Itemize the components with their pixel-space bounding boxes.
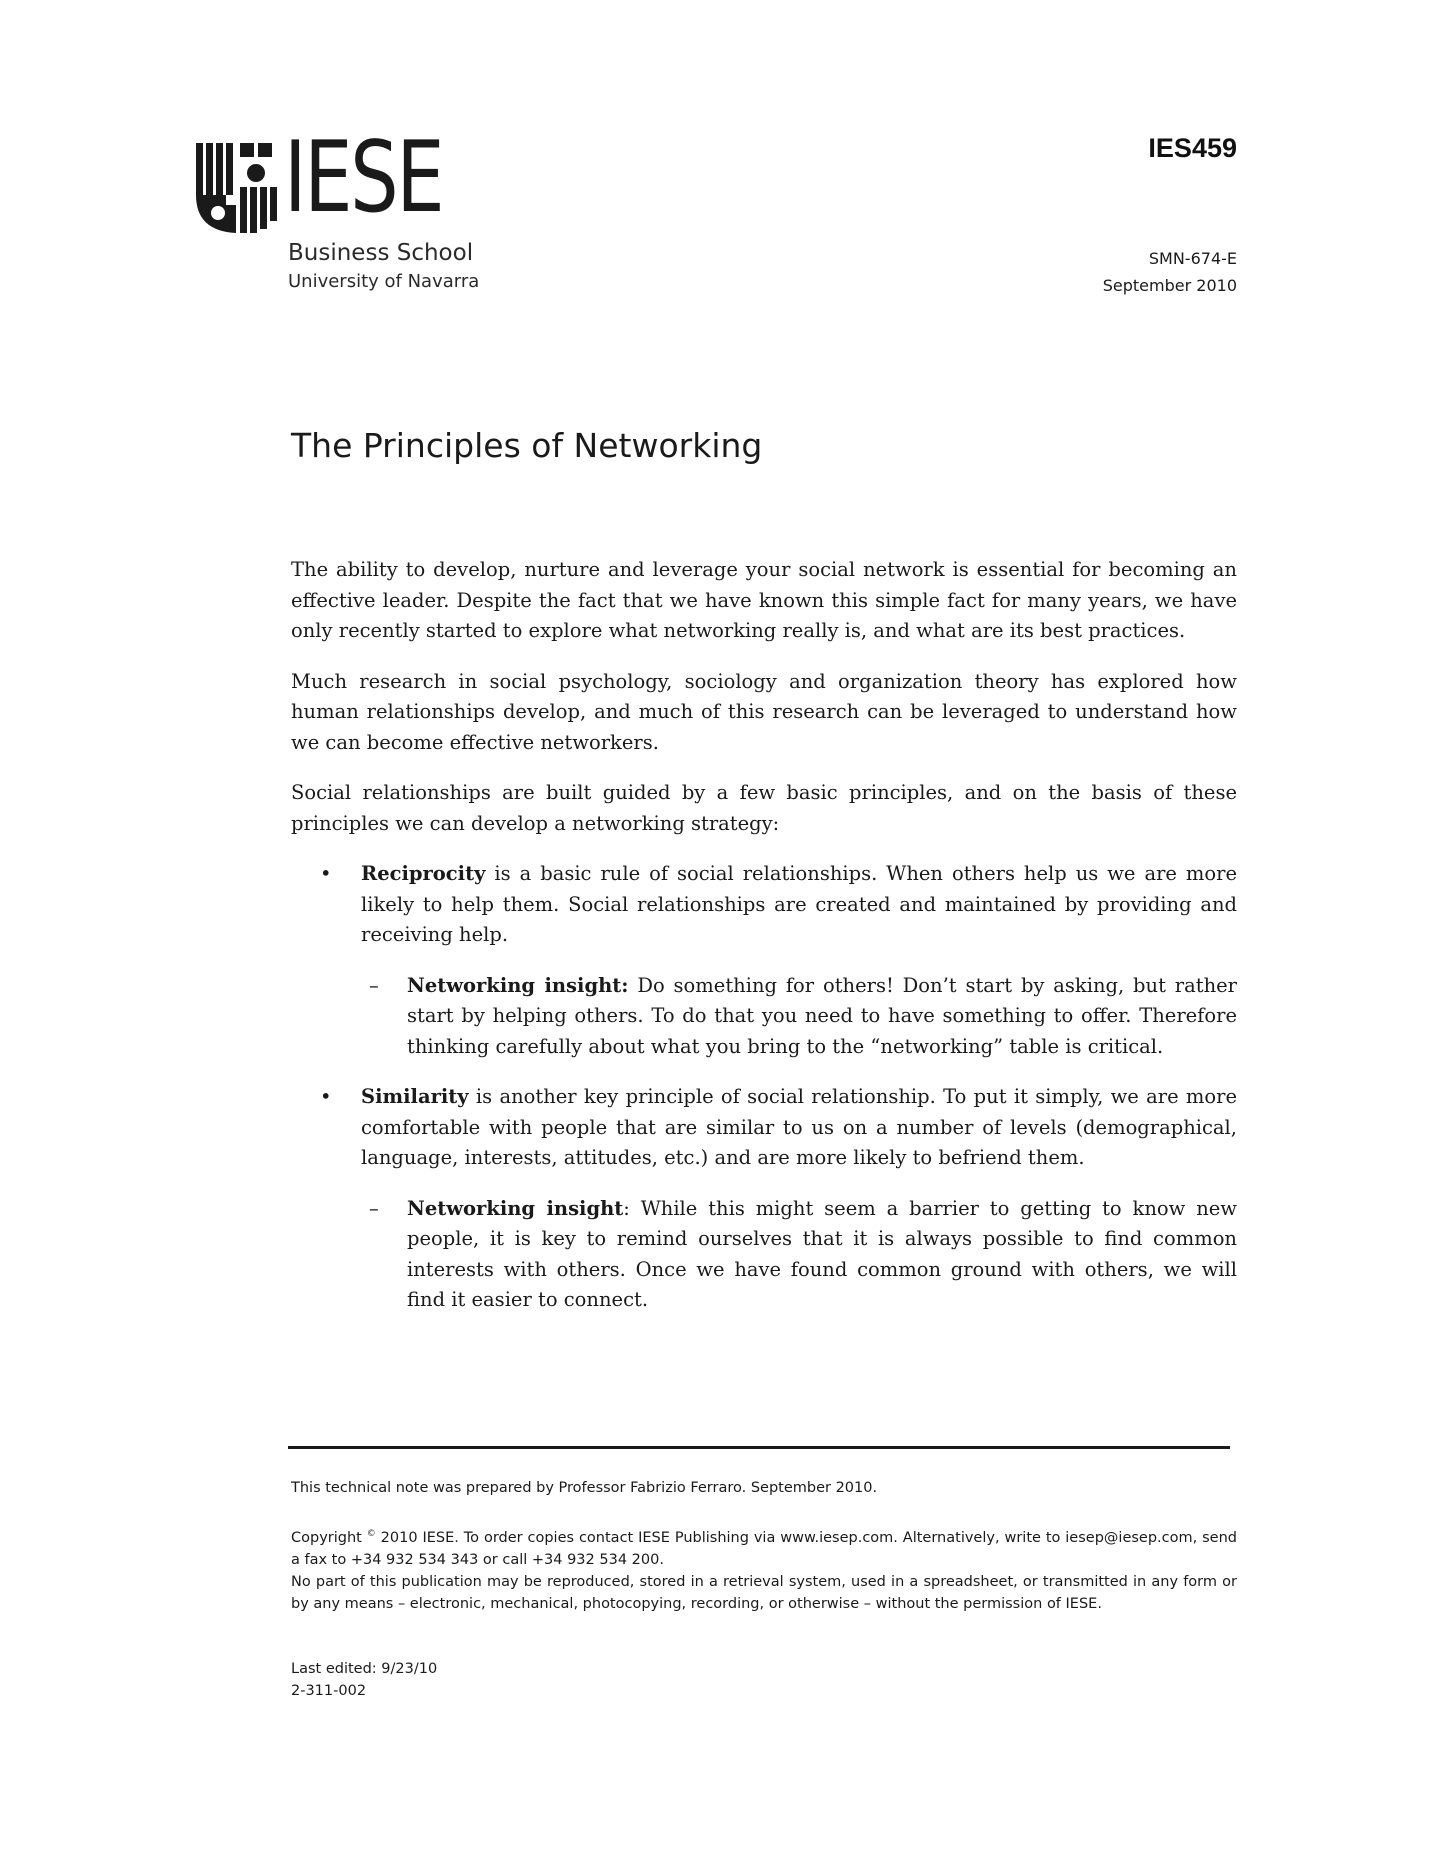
- insight-text: : While this might seem a barrier to getting to know new people, it is key to remind ourselves that it is always possible to find common interests with others. Once we have found common ground with others, we will find it easier to connect.: [407, 1196, 1237, 1311]
- reference-date: September 2010: [1102, 276, 1237, 295]
- copyright-prefix: Copyright: [291, 1529, 367, 1546]
- document-body: [291, 555, 1237, 1336]
- copyright-note: [291, 1523, 1237, 1571]
- bullet-reciprocity: [291, 859, 1237, 951]
- footer-prepared: [291, 1477, 1237, 1499]
- iese-shield-icon: [196, 143, 278, 233]
- logo-business-school: Business School: [288, 240, 474, 266]
- bullet-text: is another key principle of social relationship. To put it simply, we are more comfortable with people that are similar to us on a number of levels (demographical, language, interests, attitudes, etc.) and are more likely to befriend them.: [361, 1085, 1237, 1169]
- document-code: IES459: [1148, 133, 1237, 163]
- insight-similarity: [291, 1194, 1237, 1316]
- page-title: The Principles of Networking: [291, 426, 763, 465]
- prepared-note: This technical note was prepared by Professor Fabrizio Ferraro. September 2010.: [291, 1480, 878, 1496]
- document-number: 2-311-002: [291, 1683, 367, 1699]
- bullet-marker: •: [320, 1085, 332, 1108]
- bullet-text: is a basic rule of social relationships. When others help us we are more likely to help them. Social relationships are created and maintained by providing and receiving help.: [361, 862, 1237, 946]
- document-reference: [1103, 245, 1237, 299]
- paragraph-intro: The ability to develop, nurture and leverage your social network is essential for becoming an effective leader. Despite the fact that we have known this simple fact for many years, we have only recently started to explore what networking really is, and what are its best practices.: [291, 558, 1237, 642]
- logo-university: University of Navarra: [288, 271, 480, 292]
- paragraph-research: Much research in social psychology, sociology and organization theory has explored how human relationships develop, and much of this research can be leveraged to understand how we can become effective networkers.: [291, 669, 1237, 754]
- insight-reciprocity: [291, 971, 1237, 1063]
- reference-number: SMN-674-E: [1148, 249, 1237, 268]
- copyright-text: 2010 IESE. To order copies contact IESE Publishing via www.iesep.com. Alternatively, write to iesep@iesep.com, send a fax to +34 932 534 343 or call +34 932 534 200.: [291, 1529, 1237, 1568]
- bullet-similarity: [291, 1082, 1237, 1174]
- bullet-marker: •: [320, 862, 332, 885]
- bullet-term: Reciprocity: [361, 862, 486, 885]
- bullet-term: Similarity: [361, 1085, 469, 1108]
- insight-text: Do something for others! Don’t start by asking, but rather start by helping others. To do that you need to have something to offer. Therefore thinking carefully about what you bring to the “networking” table is critical.: [407, 973, 1237, 1058]
- dash-marker: –: [369, 1196, 379, 1220]
- footer-edit-info: [291, 1658, 1237, 1702]
- last-edited: Last edited: 9/23/10: [291, 1661, 438, 1677]
- dash-marker: –: [369, 973, 379, 997]
- rights-note: No part of this publication may be reproduced, stored in a retrieval system, used in a spreadsheet, or transmitted in any form or by any means – electronic, mechanical, photocopying, recording, or otherwise – without the permission of IESE.: [291, 1573, 1237, 1612]
- copyright-symbol: ©: [366, 1529, 376, 1539]
- logo-wordmark: IESE: [284, 121, 443, 235]
- paragraph-principles: Social relationships are built guided by a few basic principles, and on the basis of these principles we can develop a networking strategy:: [291, 781, 1237, 835]
- insight-label: Networking insight: [407, 1196, 624, 1220]
- insight-label: Networking insight:: [407, 973, 629, 997]
- footer-divider: [288, 1446, 1230, 1449]
- footer-copyright: [291, 1523, 1237, 1615]
